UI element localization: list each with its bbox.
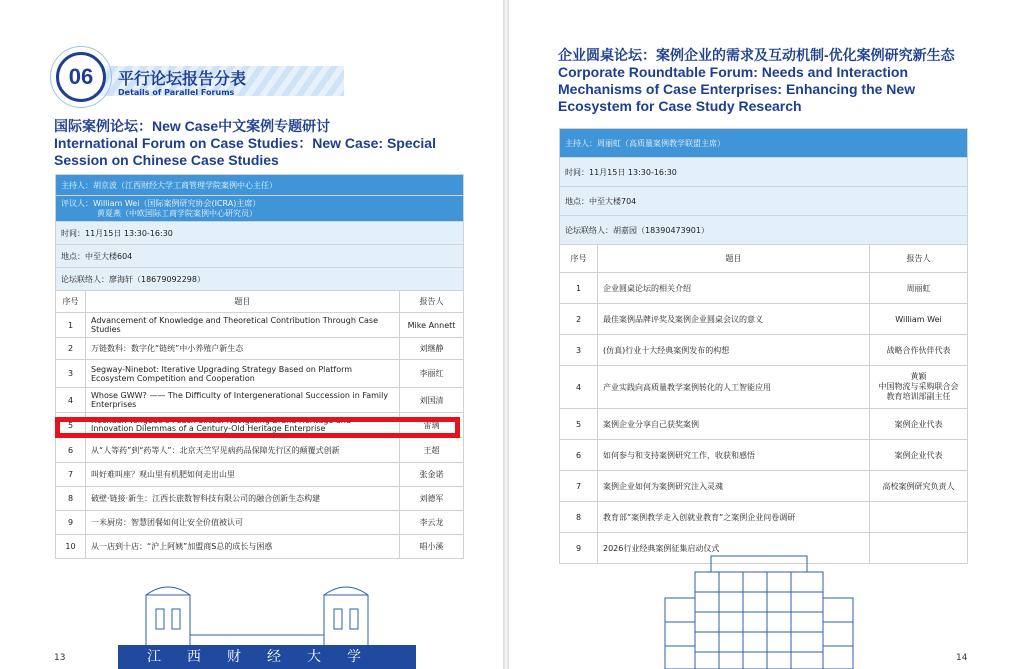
row-no: 8 bbox=[56, 487, 86, 511]
row-topic: 案例企业分享自己获奖案例 bbox=[598, 409, 870, 440]
row-no: 4 bbox=[56, 388, 86, 413]
table-row bbox=[56, 313, 464, 338]
row-speaker bbox=[870, 533, 968, 564]
col-header-topic: 题目 bbox=[86, 291, 400, 313]
row-speaker: 战略合作伙伴代表 bbox=[870, 335, 968, 366]
table-row bbox=[56, 438, 464, 463]
row-topic: 从一店到十店：“沪上阿姨”加盟商S总的成长与困惑 bbox=[86, 535, 400, 559]
row-speaker: 案例企业代表 bbox=[870, 440, 968, 471]
row-speaker bbox=[870, 502, 968, 533]
campus-gate-illustration bbox=[140, 585, 400, 647]
table-row bbox=[560, 502, 968, 533]
left-forum-title bbox=[54, 118, 436, 169]
table-row bbox=[56, 360, 464, 388]
col-header-speaker: 报告人 bbox=[400, 291, 464, 313]
col-header-speaker: 报告人 bbox=[870, 245, 968, 273]
row-no: 5 bbox=[56, 413, 86, 438]
row-topic: 破壁·链接·新生：江西长旅数智科技有限公司的融合创新生态构建 bbox=[86, 487, 400, 511]
page-number: 13 bbox=[54, 653, 66, 663]
section-title: 平行论坛报告分表 bbox=[118, 69, 247, 88]
right-forum-table bbox=[559, 128, 968, 564]
row-no: 7 bbox=[56, 463, 86, 487]
table-row bbox=[560, 304, 968, 335]
table-row bbox=[560, 440, 968, 471]
row-speaker: 刘德军 bbox=[400, 487, 464, 511]
section-subtitle: Details of Parallel Forums bbox=[118, 88, 235, 97]
reviewers-cell bbox=[56, 196, 464, 222]
forum-title-line: Ecosystem for Case Study Research bbox=[558, 98, 802, 114]
forum-title-line: International Forum on Case Studies：New Case: Special bbox=[54, 135, 436, 151]
table-row bbox=[560, 273, 968, 304]
row-no: 1 bbox=[560, 273, 598, 304]
speaker-line: 教育培训部副主任 bbox=[886, 392, 951, 401]
row-no: 8 bbox=[560, 502, 598, 533]
time-cell: 时间：11月15日 13:30-16:30 bbox=[56, 222, 464, 245]
row-topic: 教育部“案例教学走入创就业教育”之案例企业问卷调研 bbox=[598, 502, 870, 533]
row-topic: 叫好难叫座？观山里有机肥如何走出山里 bbox=[86, 463, 400, 487]
row-no: 6 bbox=[560, 440, 598, 471]
row-no: 7 bbox=[560, 471, 598, 502]
reviewers-line: 黄夏燕（中欧国际工商学院案例中心研究员） bbox=[97, 208, 257, 218]
host-cell: 主持人：胡京波（江西财经大学工商管理学院案例中心主任） bbox=[56, 175, 464, 196]
row-speaker: 张金诺 bbox=[400, 463, 464, 487]
page-number: 14 bbox=[956, 653, 968, 663]
red-highlight-box bbox=[55, 417, 460, 438]
row-speaker: Mike Annett bbox=[400, 313, 464, 338]
row-no: 3 bbox=[56, 360, 86, 388]
forum-title-line: Session on Chinese Case Studies bbox=[54, 152, 279, 168]
contact-cell: 论坛联络人：胡嘉园（18390473901） bbox=[560, 216, 968, 245]
row-topic: 一米厨房：智慧团餐如何让安全价值被认可 bbox=[86, 511, 400, 535]
row-no: 2 bbox=[56, 338, 86, 360]
table-row bbox=[56, 511, 464, 535]
row-speaker: 案例企业代表 bbox=[870, 409, 968, 440]
left-page bbox=[0, 0, 503, 669]
row-no: 9 bbox=[56, 511, 86, 535]
row-speaker: 雷璃 bbox=[400, 413, 464, 438]
row-topic: 2026行业经典案例征集启动仪式 bbox=[598, 533, 870, 564]
row-topic: Whose GWW? —— The Difficulty of Intergenerational Succession in Family Enterprises bbox=[86, 388, 400, 413]
row-speaker: 李丽红 bbox=[400, 360, 464, 388]
row-speaker: 王超 bbox=[400, 438, 464, 463]
forum-title-line: Corporate Roundtable Forum: Needs and Interaction bbox=[558, 64, 909, 80]
row-speaker bbox=[870, 366, 968, 409]
row-speaker: 刘继静 bbox=[400, 338, 464, 360]
row-topic: 万链数科：数字化“链统”中小养殖户新生态 bbox=[86, 338, 400, 360]
table-row bbox=[56, 535, 464, 559]
host-cell: 主持人：周丽虹（高质量案例教学联盟主席） bbox=[560, 129, 968, 158]
table-row bbox=[56, 463, 464, 487]
location-cell: 地点：中至大楼604 bbox=[56, 245, 464, 268]
section-number-badge: 06 bbox=[56, 52, 106, 102]
location-cell: 地点：中至大楼704 bbox=[560, 187, 968, 216]
table-row bbox=[56, 338, 464, 360]
row-speaker: William Wei bbox=[870, 304, 968, 335]
row-speaker: 刘国清 bbox=[400, 388, 464, 413]
forum-title-line: 企业圆桌论坛：案例企业的需求及互动机制-优化案例研究新生态 bbox=[558, 47, 955, 63]
row-no: 4 bbox=[560, 366, 598, 409]
row-topic: 案例企业如何为案例研究注入灵魂 bbox=[598, 471, 870, 502]
row-no: 5 bbox=[560, 409, 598, 440]
table-row bbox=[560, 409, 968, 440]
row-speaker: 唱小溪 bbox=[400, 535, 464, 559]
table-row bbox=[56, 487, 464, 511]
row-no: 9 bbox=[560, 533, 598, 564]
speaker-line: 黄颖 bbox=[910, 372, 927, 381]
contact-cell: 论坛联络人：廖海轩（18679092298） bbox=[56, 268, 464, 291]
row-topic: (仿真)行业十大经典案例发布的构想 bbox=[598, 335, 870, 366]
row-no: 3 bbox=[560, 335, 598, 366]
row-topic: 从“人等药”到“药等人”：北京天竺罕见病药品保障先行区的颠覆式创新 bbox=[86, 438, 400, 463]
col-header-no: 序号 bbox=[56, 291, 86, 313]
right-page bbox=[509, 0, 1018, 669]
table-row bbox=[560, 471, 968, 502]
table-row bbox=[56, 388, 464, 413]
row-topic: Advancement of Knowledge and Theoretical Contribution Through Case Studies bbox=[86, 313, 400, 338]
forum-title-line: Mechanisms of Case Enterprises: Enhancing the New bbox=[558, 81, 916, 97]
row-topic: 如何参与和支持案例研究工作，收获和感悟 bbox=[598, 440, 870, 471]
time-cell: 时间：11月15日 13:30-16:30 bbox=[560, 158, 968, 187]
row-speaker: 高校案例研究负责人 bbox=[870, 471, 968, 502]
row-topic: Segway-Ninebot: Iterative Upgrading Strategy Based on Platform Ecosystem Competition and Cooperation bbox=[86, 360, 400, 388]
forum-title-line: 国际案例论坛：New Case中文案例专题研讨 bbox=[54, 118, 331, 134]
row-speaker: 李云龙 bbox=[400, 511, 464, 535]
left-forum-table bbox=[55, 174, 464, 559]
row-no: 1 bbox=[56, 313, 86, 338]
row-no: 10 bbox=[56, 535, 86, 559]
row-speaker: 周丽虹 bbox=[870, 273, 968, 304]
university-name-banner: 江西财经大学 bbox=[118, 645, 416, 669]
row-topic: 产业实践向高质量教学案例转化的人工智能应用 bbox=[598, 366, 870, 409]
row-topic: 企业圆桌论坛的相关介绍 bbox=[598, 273, 870, 304]
main-building-illustration bbox=[659, 552, 859, 669]
table-row bbox=[560, 366, 968, 409]
speaker-line: 中国物流与采购联合会 bbox=[878, 382, 959, 391]
right-forum-title bbox=[558, 47, 955, 115]
row-topic: 最佳案例品牌评奖及案例企业圆桌会议的意义 bbox=[598, 304, 870, 335]
row-topic: Hechuan Yongbao’s Peach Slices: Navigating Brand Heritage and Innovation Dilemmas of a Century-Old Heritage Enterprise bbox=[86, 413, 400, 438]
row-no: 2 bbox=[560, 304, 598, 335]
row-no: 6 bbox=[56, 438, 86, 463]
col-header-topic: 题目 bbox=[598, 245, 870, 273]
reviewers-line: 评议人：William Wei（国际案例研究协会(ICRA)主席） bbox=[61, 198, 261, 208]
col-header-no: 序号 bbox=[560, 245, 598, 273]
table-row bbox=[560, 335, 968, 366]
